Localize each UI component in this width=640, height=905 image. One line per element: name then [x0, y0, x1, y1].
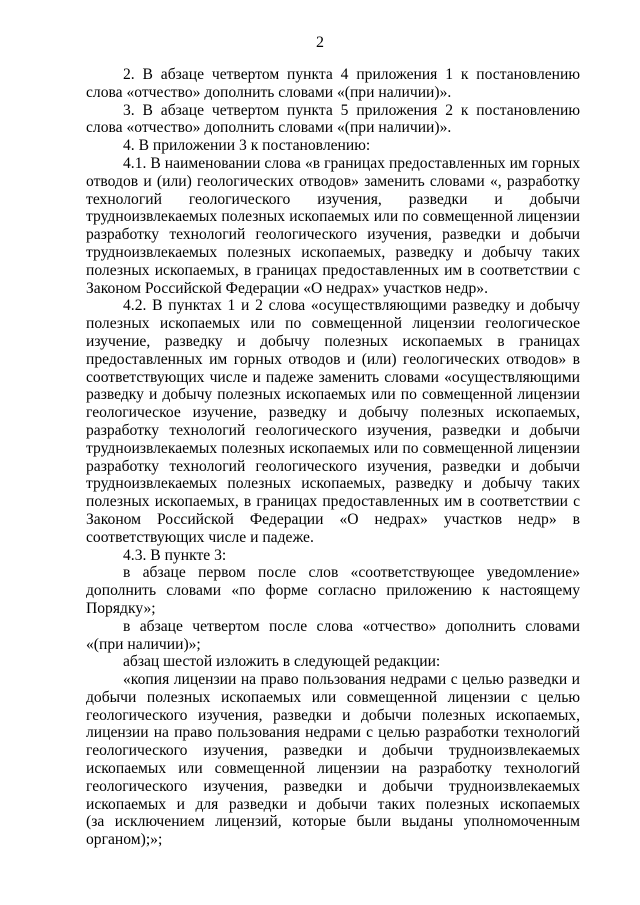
text-line: 4.3. В пункте 3:	[123, 546, 227, 564]
text-line: «копия лицензии на право пользования недрами с целью разведки и	[123, 671, 580, 689]
text-line: разработку технологий геологического изучения, разведки и добычи	[86, 226, 580, 244]
text-line: геологического изучения, разведки и добычи трудноизвлекаемых	[86, 777, 580, 795]
text-line: абзац шестой изложить в следующей редакции:	[123, 653, 441, 671]
text-line: предоставленных им горных отводов и (или) геологических отводов» в	[86, 350, 580, 368]
text-line: 4. В приложении 3 к постановлению:	[123, 137, 371, 155]
text-line: полезных ископаемых, в границах предоставленных им в соответствии с	[86, 493, 580, 511]
text-line: изучение, разведку и добычу полезных ископаемых в границах	[86, 332, 580, 350]
text-line: «(при наличии)»;	[86, 635, 201, 653]
text-line: соответствующих числе и падеже.	[86, 528, 314, 546]
text-line: разработку технологий геологического изучения, разведки и добычи	[86, 457, 580, 475]
text-line: отводов и (или) геологических отводов» заменить словами «, разработку	[86, 172, 580, 190]
text-line: трудноизвлекаемых полезных ископаемых, разведку и добычу таких	[86, 243, 580, 261]
text-line: ископаемых или совмещенной лицензии на разработку технологий	[86, 760, 580, 778]
text-line: технологий геологического изучения, разведки и добычи	[86, 190, 580, 208]
text-line: 2. В абзаце четвертом пункта 4 приложения 1 к постановлению	[123, 66, 580, 83]
text-line: разведку и добычу полезных ископаемых или по совмещенной лицензии	[86, 386, 580, 404]
text-line: в абзаце четвертом после слова «отчество» дополнить словами	[123, 617, 580, 635]
text-line: 3. В абзаце четвертом пункта 5 приложения 2 к постановлению	[123, 101, 580, 119]
text-line: трудноизвлекаемых полезных ископаемых, разведку и добычу таких	[86, 475, 580, 493]
text-line: Порядку»;	[86, 599, 156, 617]
text-line: добычи полезных ископаемых или совмещенной лицензии с целью	[86, 688, 580, 706]
text-line: слова «отчество» дополнить словами «(при наличии)».	[86, 83, 452, 101]
page-number: 2	[316, 34, 324, 51]
text-line: лицензии на право пользования недрами с целью разработки технологий	[86, 724, 580, 742]
text-line: соответствующих числе и падеже заменить словами «осуществляющими	[86, 368, 580, 386]
text-line: слова «отчество» дополнить словами «(при наличии)».	[86, 119, 452, 137]
text-line: Законом Российской Федерации «О недрах» участков недр» в	[86, 510, 580, 528]
text-line: полезных ископаемых, в границах предоставленных им в соответствии с	[86, 261, 580, 279]
text-line: 4.1. В наименовании слова «в границах предоставленных им горных	[123, 154, 580, 172]
text-line: органом);»;	[86, 831, 163, 849]
text-line: геологическое изучение, разведку и добычу полезных ископаемых,	[86, 404, 580, 422]
text-line: дополнить словами «по форме согласно приложению к настоящему	[86, 582, 580, 600]
text-line: 4.2. В пунктах 1 и 2 слова «осуществляющими разведку и добычу	[123, 297, 580, 315]
text-line: ископаемых и для разведки и добычи таких полезных ископаемых	[86, 795, 580, 813]
document-body	[86, 66, 580, 849]
text-line: полезных ископаемых или по совмещенной лицензии геологическое	[86, 315, 580, 333]
text-line: трудноизвлекаемых полезных ископаемых или по совмещенной лицензии	[86, 208, 580, 226]
text-line: в абзаце первом после слов «соответствующее уведомление»	[123, 564, 580, 582]
text-line: геологического изучения, разведки и добычи трудноизвлекаемых	[86, 742, 580, 760]
text-line: Законом Российской Федерации «О недрах» участков недр».	[86, 279, 489, 297]
text-line: геологического изучения, разведки и добычи полезных ископаемых,	[86, 706, 580, 724]
text-line: трудноизвлекаемых полезных ископаемых или по совмещенной лицензии	[86, 439, 580, 457]
text-line: разработку технологий геологического изучения, разведки и добычи	[86, 421, 580, 439]
text-line: (за исключением лицензий, которые были выданы уполномоченным	[86, 813, 580, 831]
